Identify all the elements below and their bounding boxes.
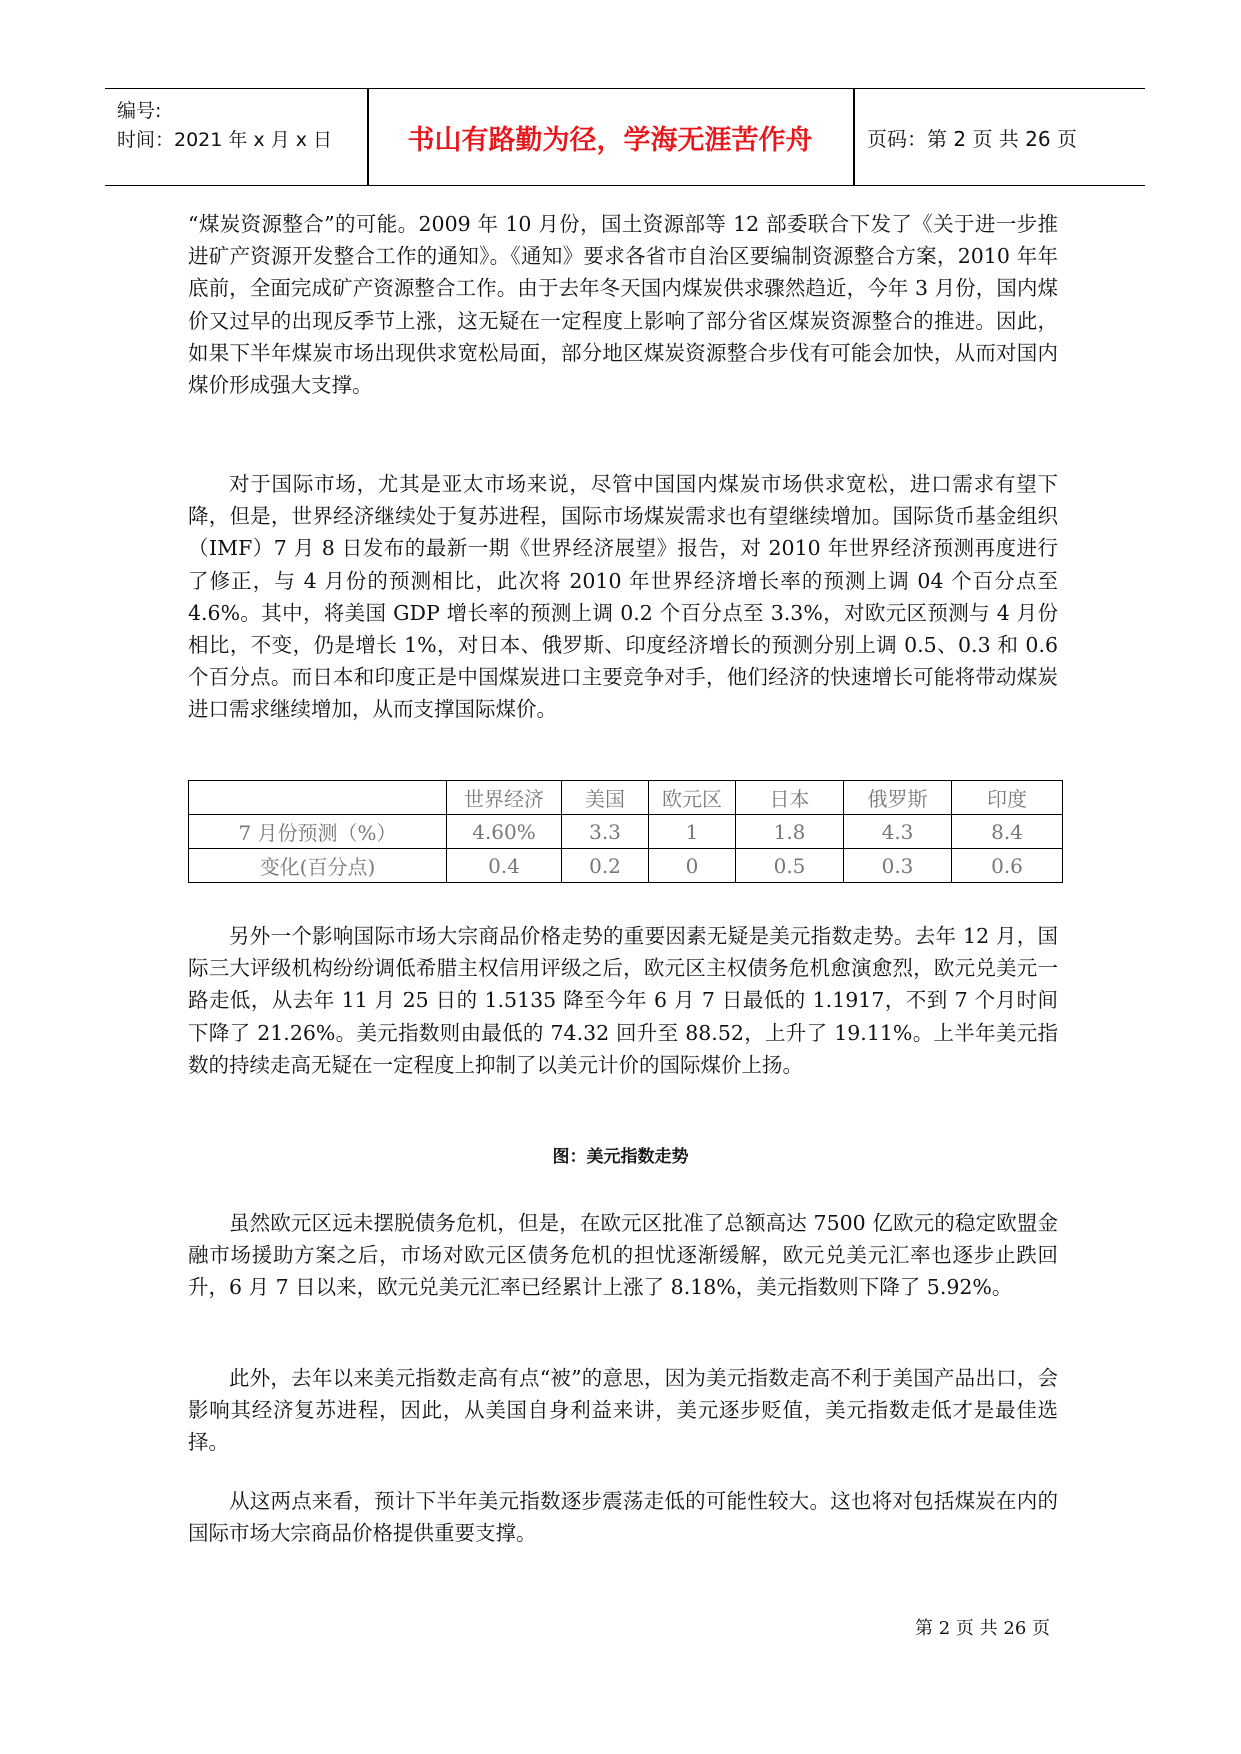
- header-info: [117, 97, 367, 155]
- paragraph-us-interest: 此外，去年以来美元指数走高有点“被”的意思，因为美元指数走高不利于美国产品出口，会影响其经济复苏进程，因此，从美国自身利益来讲，美元逐步贬值，美元指数走低才是最佳选择。: [188, 1366, 1058, 1455]
- document-time-label: 时间：2021 年 x 月 x 日: [117, 129, 333, 151]
- paragraph-conclusion: 从这两点来看，预计下半年美元指数逐步震荡走低的可能性较大。这也将对包括煤炭在内的国际市场大宗商品价格提供重要支撑。: [188, 1489, 1058, 1546]
- paragraph-international-market: 对于国际市场，尤其是亚太市场来说，尽管中国国内煤炭市场供求宽松，进口需求有望下降，但是，世界经济继续处于复苏进程，国际市场煤炭需求也有望继续增加。国际货币基金组织（IMF）7 月 8 日发布的最新一期《世界经济展望》报告，对 2010 年世界经济预测再度进行了修正，与 4 月份的预测相比，此次将 2010 年世界经济增长率的预测上调 04 个百分点至 4.6%。其中，将美国 GDP 增长率的预测上调 0.2 个百分点至 3.3%，对欧元区预测与 4 月份相比，不变，仍是增长 1%，对日本、俄罗斯、印度经济增长的预测分别上调 0.5、0.3 和 0.6 个百分点。而日本和印度正是中国煤炭进口主要竞争对手，他们经济的快速增长可能将带动煤炭进口需求继续增加，从而支撑国际煤价。: [188, 472, 1058, 722]
- table-cell: 印度: [952, 781, 1063, 815]
- table-cell: 0.6: [952, 849, 1063, 883]
- header-divider: [853, 89, 855, 185]
- document-number-label: 编号:: [117, 100, 162, 122]
- economic-forecast-table: [188, 780, 1063, 883]
- table-cell: 0: [649, 849, 736, 883]
- table-cell: 欧元区: [649, 781, 736, 815]
- table-cell: 8.4: [952, 815, 1063, 849]
- table-cell: [189, 781, 447, 815]
- table-cell: 变化(百分点): [189, 849, 447, 883]
- table-header-row: [189, 781, 1063, 815]
- table-cell: 4.60%: [447, 815, 562, 849]
- table-cell: 0.2: [562, 849, 649, 883]
- paragraph-euro-debt: 虽然欧元区远未摆脱债务危机，但是，在欧元区批准了总额高达 7500 亿欧元的稳定欧盟金融市场援助方案之后，市场对欧元区债务危机的担忧逐渐缓解，欧元兑美元汇率也逐步止跌回升，6 月 7 日以来，欧元兑美元汇率已经累计上涨了 8.18%，美元指数则下降了 5.92%。: [188, 1211, 1058, 1300]
- header-motto: 书山有路勤为径，学海无涯苦作舟: [407, 124, 813, 156]
- table-cell: 3.3: [562, 815, 649, 849]
- table-cell: 美国: [562, 781, 649, 815]
- header-page-number: 页码：第 2 页 共 26 页: [867, 126, 1077, 151]
- table-row: [189, 849, 1063, 883]
- table-row: [189, 815, 1063, 849]
- table-cell: 1: [649, 815, 736, 849]
- paragraph-coal-integration: “煤炭资源整合”的可能。2009 年 10 月份，国土资源部等 12 部委联合下发了《关于进一步推进矿产资源开发整合工作的通知》。《通知》要求各省市自治区要编制资源整合方案，2010 年年底前，全面完成矿产资源整合工作。由于去年冬天国内煤炭供求骤然趋近，今年 3 月份，国内煤价又过早的出现反季节上涨，这无疑在一定程度上影响了部分省区煤炭资源整合的推进。因此，如果下半年煤炭市场出现供求宽松局面，部分地区煤炭资源整合步伐有可能会加快，从而对国内煤价形成强大支撑。: [188, 212, 1058, 398]
- table-cell: 7 月份预测（%）: [189, 815, 447, 849]
- page-footer: 第 2 页 共 26 页: [915, 1618, 1050, 1639]
- paragraph-dollar-index: 另外一个影响国际市场大宗商品价格走势的重要因素无疑是美元指数走势。去年 12 月，国际三大评级机构纷纷调低希腊主权信用评级之后，欧元区主权债务危机愈演愈烈，欧元兑美元一路走低，从去年 11 月 25 日的 1.5135 降至今年 6 月 7 日最低的 1.1917，不到 7 个月时间下降了 21.26%。美元指数则由最低的 74.32 回升至 88.52，上升了 19.11%。上半年美元指数的持续走高无疑在一定程度上抑制了以美元计价的国际煤价上扬。: [188, 924, 1058, 1077]
- table-cell: 0.4: [447, 849, 562, 883]
- table-cell: 日本: [736, 781, 844, 815]
- table-cell: 1.8: [736, 815, 844, 849]
- table-cell: 4.3: [844, 815, 952, 849]
- page-header: [105, 88, 1145, 186]
- table-cell: 俄罗斯: [844, 781, 952, 815]
- table-cell: 世界经济: [447, 781, 562, 815]
- table-cell: 0.3: [844, 849, 952, 883]
- table-cell: 0.5: [736, 849, 844, 883]
- figure-title: 图：美元指数走势: [552, 1147, 689, 1167]
